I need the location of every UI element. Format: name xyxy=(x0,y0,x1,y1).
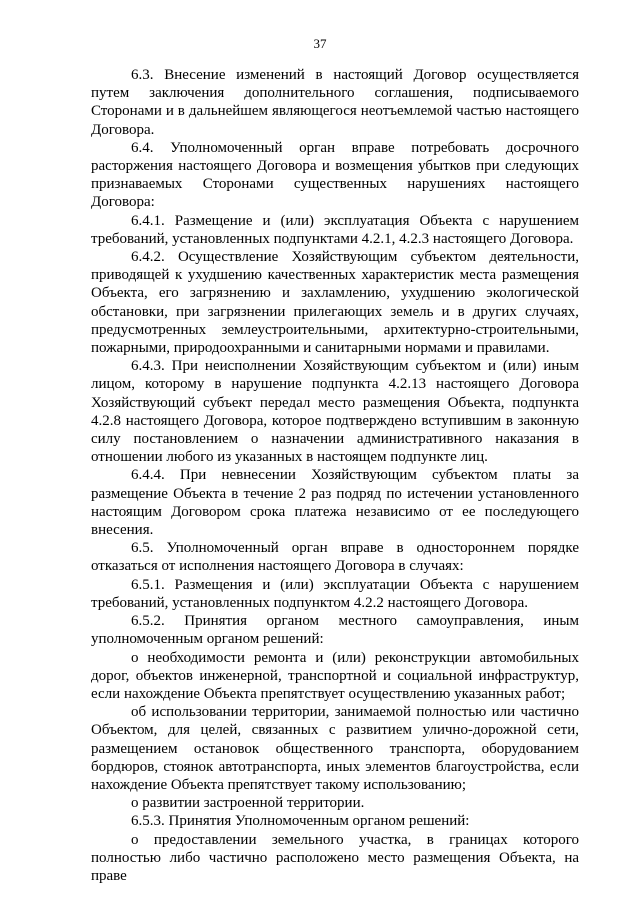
paragraph-6-5: 6.5. Уполномоченный орган вправе в одностороннем порядке отказаться от исполнения настоящего Договора в случаях: xyxy=(91,540,579,575)
paragraph-6-4-2: 6.4.2. Осуществление Хозяйствующим субъектом деятельности, приводящей к ухудшению качественных характеристик места размещения Объекта, его загрязнению и захламлению, ухудшению экологической обстановки, при загрязнении прилегающих земель и в других случаях, предусмотренных землеустроительными, архитектурно-строительными, пожарными, природоохранными и санитарными нормами и правилами. xyxy=(91,249,579,357)
paragraph-6-5-2-item-territory-use: об использовании территории, занимаемой полностью или частично Объектом, для целей, связанных с развитием улично-дорожной сети, размещением остановок общественного транспорта, оборудованием бордюров, стоянок автотранспорта, иных элементов благоустройства, если нахождение Объекта препятствует такому использованию; xyxy=(91,704,579,793)
paragraph-6-5-2-item-repair: о необходимости ремонта и (или) реконструкции автомобильных дорог, объектов инженерной, транспортной и социальной инфраструктур, если нахождение Объекта препятствует осуществлению указанных работ; xyxy=(91,649,579,702)
paragraph-6-5-3-item-land-plot: о предоставлении земельного участка, в границах которого полностью либо частично расположено место размещения Объекта, на праве xyxy=(91,831,579,884)
paragraph-6-5-1: 6.5.1. Размещения и (или) эксплуатации Объекта с нарушением требований, установленных подпунктом 4.2.2 настоящего Договора. xyxy=(91,576,579,611)
paragraph-6-4-1: 6.4.1. Размещение и (или) эксплуатация Объекта с нарушением требований, установленных подпунктами 4.2.1, 4.2.3 настоящего Договора. xyxy=(91,212,579,247)
paragraph-6-4-4: 6.4.4. При невнесении Хозяйствующим субъектом платы за размещение Объекта в течение 2 раз подряд по истечении установленного настоящим Договором срока платежа независимо от ее последующего внесения. xyxy=(91,467,579,539)
paragraph-6-3: 6.3. Внесение изменений в настоящий Договор осуществляется путем заключения дополнительного соглашения, подписываемого Сторонами и в дальнейшем являющегося неотъемлемой частью настоящего Договора. xyxy=(91,67,579,138)
paragraph-6-4-3: 6.4.3. При неисполнении Хозяйствующим субъектом и (или) иным лицом, которому в нарушение подпункта 4.2.13 настоящего Договора Хозяйствующий субъект передал место размещения Объекта, подпункта 4.2.8 настоящего Договора, которое подтверждено вступившим в законную силу постановлением о назначении административного наказания в отношении любого из указанных в настоящем подпункте лиц. xyxy=(91,358,579,466)
paragraph-6-5-3: 6.5.3. Принятия Уполномоченным органом решений: xyxy=(131,813,470,830)
paragraph-6-5-2: 6.5.2. Принятия органом местного самоуправления, иным уполномоченным органом решений: xyxy=(91,613,579,648)
document-body xyxy=(91,66,579,885)
page-number: 37 xyxy=(313,36,327,51)
paragraph-6-4: 6.4. Уполномоченный орган вправе потребовать досрочного расторжения настоящего Договора и возмещения убытков при следующих признаваемых Сторонами существенных нарушениях настоящего Договора: xyxy=(91,139,579,211)
paragraph-6-5-2-item-development: о развитии застроенной территории. xyxy=(131,795,365,812)
